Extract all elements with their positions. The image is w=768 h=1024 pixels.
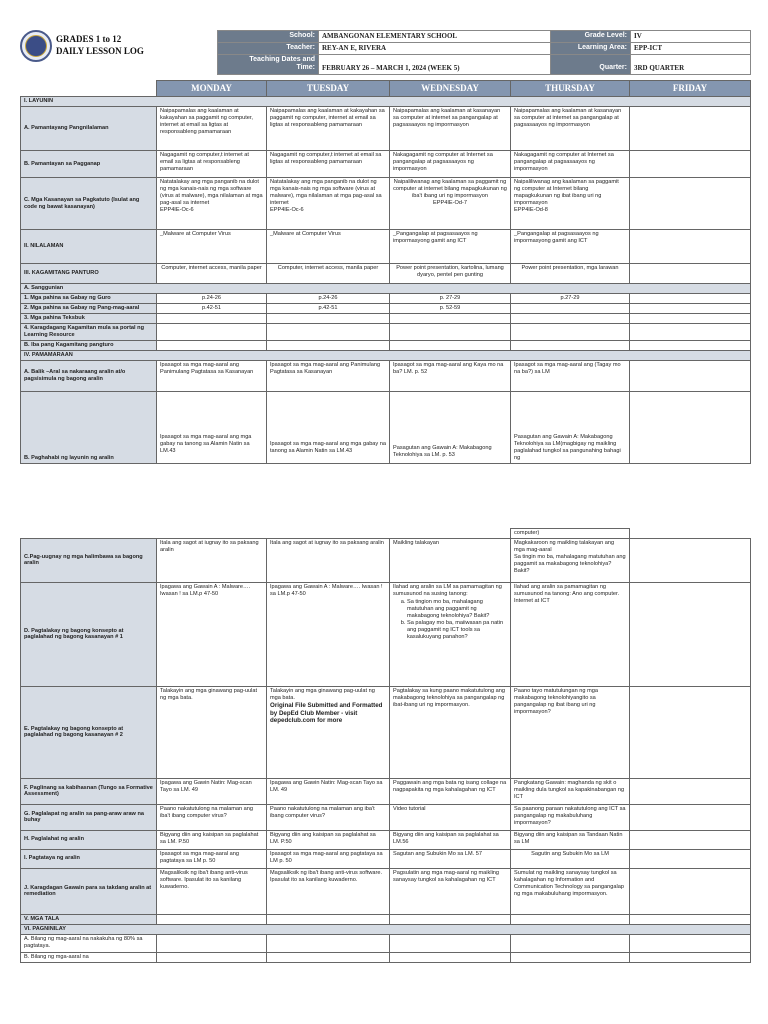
row-label: B. Bilang ng mga-aaral na <box>21 952 157 962</box>
row-label: 3. Mga pahina Teksbuk <box>21 314 157 324</box>
cell-text: Natatalakay ang mga panganib na dulot ng mga kanais-nais ng mga software (virus at malware), mga nilalaman at mga pag-asal sa internet <box>160 179 263 207</box>
row-bilang-mag-aaral <box>21 952 751 962</box>
row-paghahabi <box>21 392 751 464</box>
cell-wednesday: Bigyang diin ang kaisipan sa paglalahat sa LM.56 <box>390 830 511 849</box>
area-value: EPP-ICT <box>631 42 751 54</box>
cell-wednesday: Naipapamalas ang kaalaman at kasanayan sa computer at internet sa pangangalap at pagsasaayos ng impormasyon <box>390 107 511 151</box>
cell-wednesday: Pagtalakay sa kung paano makatutulong ang makabagong teknolohiya sa pangangalap ng ibat-ibang uri ng impormasyon. <box>390 686 511 778</box>
cell-friday <box>630 230 751 264</box>
cell-monday: Itala ang sagot at iugnay ito sa paksang aralin <box>157 538 267 582</box>
row-pagtataya <box>21 849 751 868</box>
grade-label: Grade Level: <box>551 31 631 43</box>
cell-tuesday: Magsaliksik ng iba't ibang anti-virus software. Ipasulat ito sa kanilang kuwaderno. <box>267 868 390 914</box>
cell-thursday: Ilahad ang aralin sa pamamagitan ng sumusunod na tanong: Ano ang computer. Internet at ICT <box>511 582 630 686</box>
section-pagninilay <box>21 924 751 934</box>
cell-monday: _Malware at Computer Virus <box>157 230 267 264</box>
row-pag-uugnay <box>21 538 751 582</box>
letterhead <box>20 30 750 76</box>
row-label: F. Paglinang sa kabihasnan (Tungo sa Formative Assessment) <box>21 778 157 804</box>
cell-thursday: Sumulat ng maikling sanaysay tungkol sa kahalagahan ng Information and Communication Technology sa pangangalap ng mga makabuluhang impormasyon. <box>511 868 630 914</box>
cell-thursday: Nakagagamit ng computer at Internet sa pangangalap at pagsasaayos ng impormasyon <box>511 151 630 178</box>
cell-monday: Bigyang diin ang kaisipan sa paglalahat sa LM. P.50 <box>157 830 267 849</box>
deped-seal-icon <box>20 30 52 62</box>
row-label: B. Paghahabi ng layunin ng aralin <box>21 392 157 464</box>
cell-monday: Computer, internet access, manila paper <box>157 264 267 284</box>
key-questions-list <box>407 599 507 641</box>
cell-tuesday: _Malware at Computer Virus <box>267 230 390 264</box>
row-pamantayang-pangnilalaman <box>21 107 751 151</box>
cell-friday <box>630 849 751 868</box>
cell-friday <box>630 264 751 284</box>
row-mga-kasanayan <box>21 178 751 230</box>
cell-monday: Ipasagot sa mga mag-aaral ang mga gabay na tanong sa Alamin Natin sa LM.43 <box>157 392 267 464</box>
cell-monday: p.24-26 <box>157 294 267 304</box>
row-gabay-ng-pang-mag-aaral <box>21 304 751 314</box>
cell-wednesday <box>390 582 511 686</box>
row-carryover <box>21 529 751 539</box>
dates-label <box>218 54 319 75</box>
row-teksbuk <box>21 314 751 324</box>
cell-tuesday: p.42-51 <box>267 304 390 314</box>
lesson-table-1 <box>20 80 751 464</box>
cell-text: Talakayin ang mga ginawang pag-uulat ng mga bata. <box>270 687 375 701</box>
row-kagamitang-panturo <box>21 264 751 284</box>
row-nilalaman <box>21 230 751 264</box>
cell-monday: Paano nakatutulong na malaman ang iba't ibang computer virus? <box>157 804 267 830</box>
cell-wednesday <box>390 178 511 230</box>
doc-title <box>56 33 144 57</box>
quarter-value: 3RD QUARTER <box>631 54 751 75</box>
cell-text: Naipaliliwanag ang kaalaman sa paggamit ng computer at Internet bilang mapagkukunan ng ibat ibang uri ng impormasyon <box>514 179 619 207</box>
day-tuesday: TUESDAY <box>267 81 390 97</box>
cell-tuesday <box>267 178 390 230</box>
row-label: H. Paglalahat ng aralin <box>21 830 157 849</box>
cell-friday <box>630 107 751 151</box>
dates-label-line2: Time: <box>296 64 315 72</box>
section-sanggunian <box>21 284 751 294</box>
cell-wednesday: Power point presentation, kartolina, lumang dyaryo, pentel pen gunting <box>390 264 511 284</box>
cell-friday <box>630 294 751 304</box>
depedclub-note: Original File Submitted and Formatted by DepEd Club Member - visit depedclub.com for more <box>270 701 383 725</box>
cell-wednesday: Video tutorial <box>390 804 511 830</box>
row-label: C. Mga Kasanayan sa Pagkatuto (Isulat ang code ng bawat kasanayan) <box>21 178 157 230</box>
row-gabay-ng-guro <box>21 294 751 304</box>
day-header-row <box>21 81 751 97</box>
cell-wednesday: Pagsulatin ang mga mag-aaral ng maikling sanaysay tungkol sa kahalagahan ng ICT <box>390 868 511 914</box>
row-paglalahat <box>21 830 751 849</box>
cell-friday <box>630 582 751 686</box>
section-title: IV. PAMAMARAAN <box>21 351 751 361</box>
cell-tuesday: Ipasagot sa mga mag-aaral ang pagtataya sa LM p. 50 <box>267 849 390 868</box>
cell-monday: Ipasagot sa mga mag-aaral ang pagtataya sa LM p. 50 <box>157 849 267 868</box>
row-label: III. KAGAMITANG PANTURO <box>21 264 157 284</box>
cell-friday <box>630 538 751 582</box>
cell-wednesday: _Pangangalap at pagsasaayos ng impormasyong gamit ang ICT <box>390 230 511 264</box>
day-wednesday: WEDNESDAY <box>390 81 511 97</box>
competency-code: EPP4IE-Od-8 <box>514 207 548 214</box>
cell-friday <box>630 178 751 230</box>
row-balik-aral <box>21 361 751 392</box>
cell-monday: p.42-51 <box>157 304 267 314</box>
cell-text: Ilahad ang aralin sa LM sa pamamagitan ng sumusunod na susing tanong: <box>393 583 502 597</box>
row-label: 2. Mga pahina sa Gabay ng Pang-mag-aaral <box>21 304 157 314</box>
cell-monday: Ipagawa ang Gawin Natin: Mag-scan Tayo sa LM. 49 <box>157 778 267 804</box>
grade-value: IV <box>631 31 751 43</box>
row-label: C.Pag-uugnay ng mga halimbawa sa bagong aralin <box>21 538 157 582</box>
dates-label-line1: Teaching Dates and <box>249 55 315 63</box>
cell-friday <box>630 686 751 778</box>
cell-thursday: Sa paanong paraan nakatutulong ang ICT sa pangangalap ng makabuluhang impormasyon? <box>511 804 630 830</box>
cell-thursday: Power point presentation, mga larawan <box>511 264 630 284</box>
lesson-table-2 <box>20 528 751 963</box>
row-pagtalakay-1 <box>21 582 751 686</box>
cell-thursday: Ipasagot sa mga mag-aaral ang (Tagay mo na ba?) sa LM <box>511 361 630 392</box>
day-friday: FRIDAY <box>630 81 751 97</box>
row-bilang-80-porsyento <box>21 934 751 952</box>
cell-thursday: Paano tayo matutulungan ng mga makabagong teknolohiyangito sa pangangalap ng ibat ibang uri ng impormasyon? <box>511 686 630 778</box>
row-label: A. Bilang ng mag-aaral na nakakuha ng 80% sa pagtataya. <box>21 934 157 952</box>
cell-friday <box>630 361 751 392</box>
cell-monday: Ipagawa ang Gawain A : Malware…. Iwasan ! sa LM.p 47-50 <box>157 582 267 686</box>
row-label: I. Pagtataya ng aralin <box>21 849 157 868</box>
section-layunin <box>21 97 751 107</box>
section-title: VI. PAGNINILAY <box>21 924 751 934</box>
row-paglinang <box>21 778 751 804</box>
cell-thursday: Naipapamalas ang kaalaman at kasanayan sa computer at internet sa pangangalap at pagsasaayos ng impormasyon <box>511 107 630 151</box>
cell-thursday: Magkakaroon ng maikling talakayan ang mga mag-aaral Sa tingin mo ba, mahalagang matutuhan ang paggamit sa makabagong teknolohiya? Bakit? <box>511 538 630 582</box>
dates-value: FEBRUARY 26 – MARCH 1, 2024 (WEEK 5) <box>319 54 551 75</box>
row-iba-pang-kagamitan <box>21 341 751 351</box>
cell-tuesday: Ipasagot sa mga mag-aaral ang mga gabay na tanong sa Alamin Natin sa LM.43 <box>267 392 390 464</box>
page-1 <box>20 30 750 464</box>
row-label: 4. Karagdagang Kagamitan mula sa portal ng Learning Resource <box>21 324 157 341</box>
cell-thursday <box>511 178 630 230</box>
cell-wednesday: p. 52-59 <box>390 304 511 314</box>
cell-monday: Magsaliksik ng iba't ibang anti-virus software. Ipasulat ito sa kanilang kuwaderno. <box>157 868 267 914</box>
cell-thursday: p.27-29 <box>511 294 630 304</box>
title-dll: DAILY LESSON LOG <box>56 46 144 57</box>
cell-tuesday: Itala ang sagot at iugnay ito sa paksang aralin <box>267 538 390 582</box>
row-label: A. Balik –Aral sa nakaraang aralin at/o pagsisimula ng bagong aralin <box>21 361 157 392</box>
day-thursday: THURSDAY <box>511 81 630 97</box>
cell-friday <box>630 304 751 314</box>
cell-friday <box>630 804 751 830</box>
row-label: B. Pamantayan sa Pagganap <box>21 151 157 178</box>
row-label: E. Pagtalakay ng bagong konsepto at paglalahad ng bagong kasanayan # 2 <box>21 686 157 778</box>
cell-wednesday: Paggawain ang mga bata ng isang collage na nagpapakita ng mga kahalagahan ng ICT <box>390 778 511 804</box>
list-item: a. Sa tingion mo ba, mahalagang matutuhan ang paggamit ng makabagong teknolohiya? Bakit? <box>407 599 507 620</box>
section-title: A. Sanggunian <box>21 284 751 294</box>
cell-monday: Naipapamalas ang kaalaman at kakayahan sa paggamit ng computer, internet at email sa ligtas at responsableng pamamaraan <box>157 107 267 151</box>
cell-tuesday: Ipasagot sa mga mag-aaral ang Panimulang Pagtatasa sa Kasanayan <box>267 361 390 392</box>
row-pamantayan-sa-pagganap <box>21 151 751 178</box>
cell-wednesday: Sagutan ang Subukin Mo sa LM. 57 <box>390 849 511 868</box>
cell-wednesday: Maikling talakayan <box>390 538 511 582</box>
cell-thursday: Bigyang diin ang kaisipan sa Tandaan Natin sa LM <box>511 830 630 849</box>
teacher-value: REY-AN E, RIVERA <box>319 42 551 54</box>
cell-monday: Ipasagot sa mga mag-aaral ang Panimulang Pagtatasa sa Kasanayan <box>157 361 267 392</box>
cell-wednesday: Ipasagot sa mga mag-aaral ang Kaya mo na ba? LM. p. 52 <box>390 361 511 392</box>
cell-thursday: computer) <box>511 529 630 539</box>
cell-monday <box>157 178 267 230</box>
header-info-table <box>217 30 751 75</box>
section-pamamaraan <box>21 351 751 361</box>
cell-friday <box>630 868 751 914</box>
cell-monday: Nagagamit ng computer,t internet at email sa ligtas at responsableng pamamaraan <box>157 151 267 178</box>
cell-tuesday: Nagagamit ng computer,t internet at email sa ligtas at responsableng pamamaraan <box>267 151 390 178</box>
row-label: J. Karagdagan Gawain para sa takdang aralin at remediation <box>21 868 157 914</box>
cell-thursday: _Pangangalap at pagsasaayos ng impormasyong gamit ang ICT <box>511 230 630 264</box>
school-label: School: <box>218 31 319 43</box>
cell-friday <box>630 830 751 849</box>
row-paglalapat <box>21 804 751 830</box>
school-value: AMBANGONAN ELEMENTARY SCHOOL <box>319 31 551 43</box>
cell-text: Naipaliliwanag ang kaalaman sa paggamit ng computer at internet bilang mapagkukunan ng iba't ibang uri ng impormasyon <box>393 179 507 200</box>
row-learning-resource <box>21 324 751 341</box>
page-2 <box>20 528 750 963</box>
row-label: 1. Mga pahina sa Gabay ng Guro <box>21 294 157 304</box>
competency-code: EPP4IE-Oc-6 <box>160 207 194 214</box>
row-label: D. Pagtalakay ng bagong konsepto at paglalahad ng bagong kasanayan # 1 <box>21 582 157 686</box>
cell-tuesday: Computer, internet access, manila paper <box>267 264 390 284</box>
row-label: A. Pamantayang Pangnilalaman <box>21 107 157 151</box>
cell-thursday: Pasagutan ang Gawain A: Makabagong Teknolohiya sa LM(magbigay ng maikling paglalahad tungkol sa pangunahing bahagi ng <box>511 392 630 464</box>
cell-thursday <box>511 304 630 314</box>
row-karagdagang-gawain <box>21 868 751 914</box>
row-label: G. Paglalapat ng aralin sa pang-araw araw na buhay <box>21 804 157 830</box>
cell-text: Natatalakay ang mga panganib na dulot ng mga kanais-nais ng mga software (virus at malware), mga nilalaman at mga pag-asal sa internet <box>270 179 382 207</box>
cell-thursday: Sagutin ang Subukin Mo sa LM <box>511 849 630 868</box>
cell-tuesday <box>267 686 390 778</box>
cell-tuesday: Naipapamalas ang kaalaman at kakayahan sa paggamit ng computer, internet at email sa ligtas at responsableng pamamaraan <box>267 107 390 151</box>
section-title: V. MGA TALA <box>21 914 157 924</box>
list-item: b. Sa palagay mo ba, maiiwasan pa natin ang paggamit ng ICT tools sa kasalukuyang panahon? <box>407 620 507 641</box>
cell-tuesday: Bigyang diin ang kaisipan sa paglalahat sa LM. P.50 <box>267 830 390 849</box>
day-monday: MONDAY <box>157 81 267 97</box>
cell-thursday: Pangkatang Gawain: maghanda ng skit o maikling dula tungkol sa kapakinabangan ng ICT <box>511 778 630 804</box>
section-title: I. LAYUNIN <box>21 97 751 107</box>
section-mga-tala <box>21 914 751 924</box>
row-label: B. Iba pang Kagamitang pangturo <box>21 341 157 351</box>
competency-code: EPP4IE-Oc-6 <box>270 207 304 214</box>
cell-monday: Talakayin ang mga ginawang pag-uulat ng mga bata. <box>157 686 267 778</box>
competency-code: EPP4IE-Od-7 <box>433 200 467 207</box>
cell-friday <box>630 392 751 464</box>
cell-friday <box>630 778 751 804</box>
title-grades: GRADES 1 to 12 <box>56 34 122 44</box>
teacher-label: Teacher: <box>218 42 319 54</box>
cell-tuesday: Ipagawa ang Gawain A : Malware…. Iwasan ! sa LM.p 47-50 <box>267 582 390 686</box>
cell-wednesday: p. 27-29 <box>390 294 511 304</box>
row-label: II. NILALAMAN <box>21 230 157 264</box>
area-label: Learning Area: <box>551 42 631 54</box>
cell-tuesday: p.24-26 <box>267 294 390 304</box>
quarter-label: Quarter: <box>551 54 631 75</box>
cell-friday <box>630 151 751 178</box>
cell-tuesday: Ipagawa ang Gawin Natin: Mag-scan Tayo sa LM. 49 <box>267 778 390 804</box>
cell-wednesday: Pasagutan ang Gawain A: Makabagong Teknolohiya sa LM. p. 53 <box>390 392 511 464</box>
row-pagtalakay-2 <box>21 686 751 778</box>
cell-wednesday: Nakagagamit ng computer at Internet sa pangangalap at pagsasaayos ng impormasyon <box>390 151 511 178</box>
cell-tuesday: Paano nakatutulong na malaman ang iba't ibang computer virus? <box>267 804 390 830</box>
